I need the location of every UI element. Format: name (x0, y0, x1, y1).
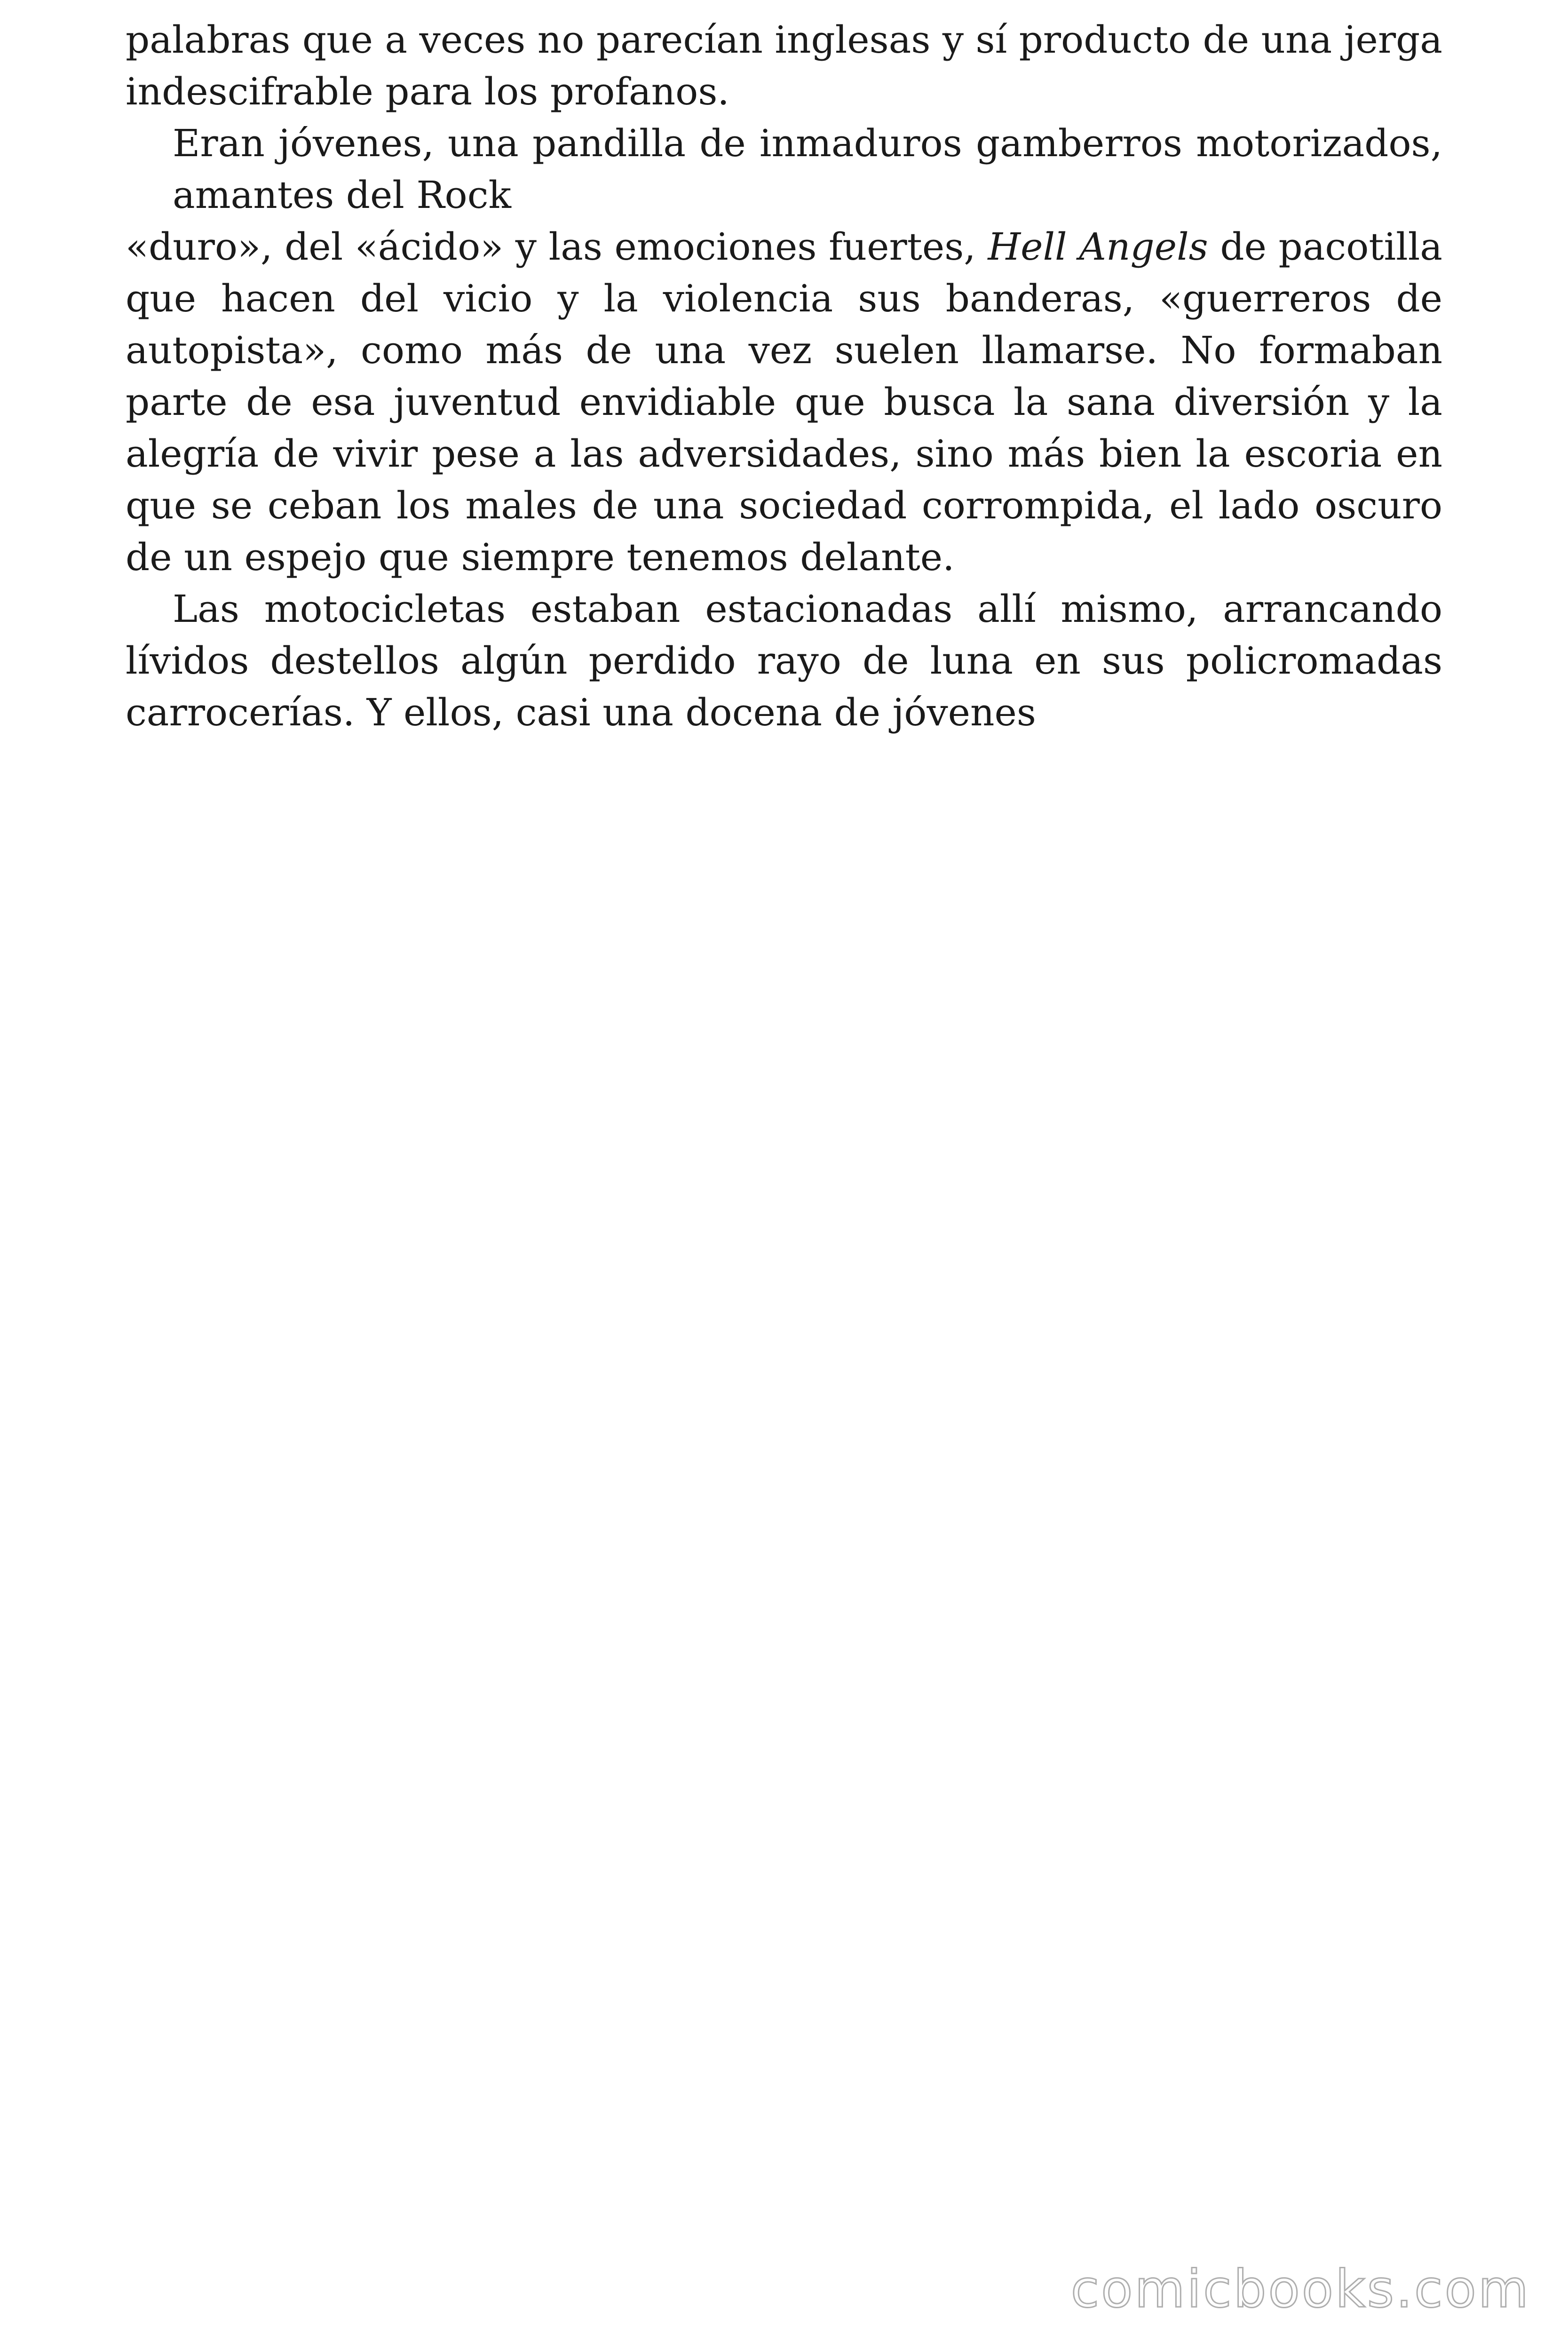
text-fragment: «duro», del «ácido» y las emociones fuertes, (126, 225, 976, 269)
paragraph-start-line: Eran jóvenes, una pandilla de inmaduros gamberros motorizados, (173, 121, 1442, 165)
text-line: lívidos destellos algún perdido rayo de luna en sus policromadas (126, 639, 1442, 683)
text-line: que se ceban los males de una sociedad corrompida, el lado oscuro (126, 484, 1442, 527)
text-line: parte de esa juventud envidiable que busca la sana diversión y la (126, 380, 1442, 424)
text-line: de un espejo que siempre tenemos delante. (126, 535, 955, 579)
text-line: palabras que a veces no parecían inglesas y sí producto de una jerga (126, 18, 1442, 62)
italic-term: Hell Angels (988, 225, 1208, 269)
body-text (126, 14, 1442, 739)
text-line: carrocerías. Y ellos, casi una docena de jóvenes (126, 691, 1036, 734)
text-line: amantes del Rock (173, 173, 511, 217)
text-line: que hacen del vicio y la violencia sus banderas, «guerreros de (126, 277, 1442, 320)
text-line: autopista», como más de una vez suelen llamarse. No formaban (126, 328, 1442, 372)
text-line: alegría de vivir pese a las adversidades, sino más bien la escoria en (126, 432, 1442, 476)
text-line (126, 221, 1442, 273)
watermark-logo: comicbooks.com (1070, 2259, 1530, 2319)
text-line: indescifrable para los profanos. (126, 70, 729, 113)
text-fragment: de pacotilla (1220, 225, 1442, 269)
paragraph-start-line: Las motocicletas estaban estacionadas allí mismo, arrancando (173, 587, 1442, 631)
